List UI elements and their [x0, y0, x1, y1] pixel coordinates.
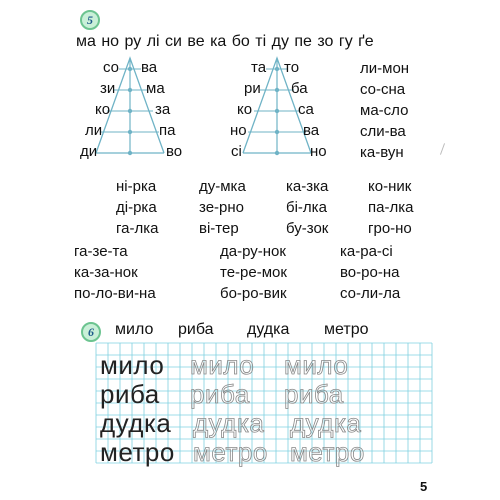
- tree-2-left-4: сі: [231, 143, 242, 160]
- tree-2-right-4: но: [310, 143, 327, 160]
- block-2-r2-c2: бу-зок: [286, 220, 329, 237]
- column-3-word-4: ка-вун: [360, 144, 404, 161]
- practice-row-2-trace-2: дудка: [290, 408, 362, 438]
- exercise-5-number: 5: [87, 12, 93, 27]
- block-2-r1-c3: па-лка: [368, 199, 414, 216]
- practice-row-3-trace-2: метро: [290, 437, 365, 467]
- tree-2-right-0: то: [284, 59, 300, 76]
- tree-2-left-0: та: [251, 59, 267, 76]
- practice-row-1-solid: риба: [100, 379, 160, 409]
- tree-2-left-1: ри: [244, 80, 261, 97]
- block-2-r1-c2: бі-лка: [286, 199, 327, 216]
- block-2-r1-c0: ді-рка: [116, 199, 157, 216]
- block-3-r2-c0: по-ло-ви-на: [74, 285, 156, 302]
- block-3-r0-c2: ка-ра-сі: [340, 243, 393, 260]
- tree-2-left-3: но: [230, 122, 247, 139]
- block-3-r2-c2: со-ли-ла: [340, 285, 401, 302]
- practice-row-0-trace-1: мило: [190, 350, 255, 380]
- tree-1-left-2: ко: [95, 101, 111, 118]
- tree-1-right-4: во: [166, 143, 183, 160]
- block-3-r1-c1: те-ре-мок: [220, 264, 287, 281]
- tree-1-left-1: зи: [100, 80, 116, 97]
- block-2-r0-c2: ка-зка: [286, 178, 329, 195]
- exercise-6-badge: [81, 322, 101, 342]
- practice-row-3-solid: метро: [100, 437, 175, 467]
- pencil-mark: [440, 143, 445, 155]
- column-3-word-1: со-сна: [360, 81, 406, 98]
- exercise-5-badge: [80, 10, 100, 30]
- tree-1-left-4: ди: [80, 143, 98, 160]
- tree-1-left-0: со: [103, 59, 120, 76]
- block-2-r0-c3: ко-ник: [368, 178, 412, 195]
- practice-row-1-trace-1: риба: [190, 379, 250, 409]
- block-3-r1-c2: во-ро-на: [340, 264, 400, 281]
- block-2-r0-c0: ні-рка: [116, 178, 157, 195]
- practice-row-0-trace-2: мило: [284, 350, 349, 380]
- exercise-6-word-1: риба: [178, 321, 214, 338]
- page-number: 5: [420, 479, 428, 494]
- tree-2-left-2: ко: [237, 101, 253, 118]
- block-3-r1-c0: ка-за-нок: [74, 264, 138, 281]
- syllable-row: ма но ру лі си ве ка бо ті ду пе зо гу ґе: [76, 33, 374, 50]
- exercise-6-number: 6: [88, 324, 94, 339]
- tree-1-right-1: ма: [146, 80, 165, 97]
- tree-1-right-0: ва: [141, 59, 158, 76]
- practice-row-0-solid: мило: [100, 350, 165, 380]
- block-2-r0-c1: ду-мка: [199, 178, 246, 195]
- tree-1-right-2: за: [155, 101, 171, 118]
- block-3-r0-c1: да-ру-нок: [220, 243, 286, 260]
- column-3-word-2: ма-сло: [360, 102, 409, 119]
- tree-1-left-3: ли: [85, 122, 103, 139]
- tree-2-right-2: са: [298, 101, 314, 118]
- tree-2-right-1: ба: [291, 80, 308, 97]
- column-3-word-0: ли-мон: [360, 60, 410, 77]
- exercise-6-word-2: дудка: [247, 321, 290, 338]
- practice-row-2-solid: дудка: [100, 408, 172, 438]
- practice-row-1-trace-2: риба: [284, 379, 344, 409]
- block-2-r2-c1: ві-тер: [199, 220, 239, 237]
- block-2-r1-c1: зе-рно: [199, 199, 245, 216]
- block-3-r0-c0: га-зе-та: [74, 243, 128, 260]
- block-2-r2-c3: гро-но: [368, 220, 412, 237]
- practice-row-3-trace-1: метро: [193, 437, 268, 467]
- exercise-6-word-0: мило: [115, 321, 154, 338]
- tree-1-right-3: па: [159, 122, 176, 139]
- exercise-6-word-3: метро: [324, 321, 369, 338]
- column-3-word-3: сли-ва: [360, 123, 406, 140]
- block-2-r2-c0: га-лка: [116, 220, 159, 237]
- tree-2-right-3: ва: [303, 122, 320, 139]
- practice-row-2-trace-1: дудка: [193, 408, 265, 438]
- block-3-r2-c1: бо-ро-вик: [220, 285, 287, 302]
